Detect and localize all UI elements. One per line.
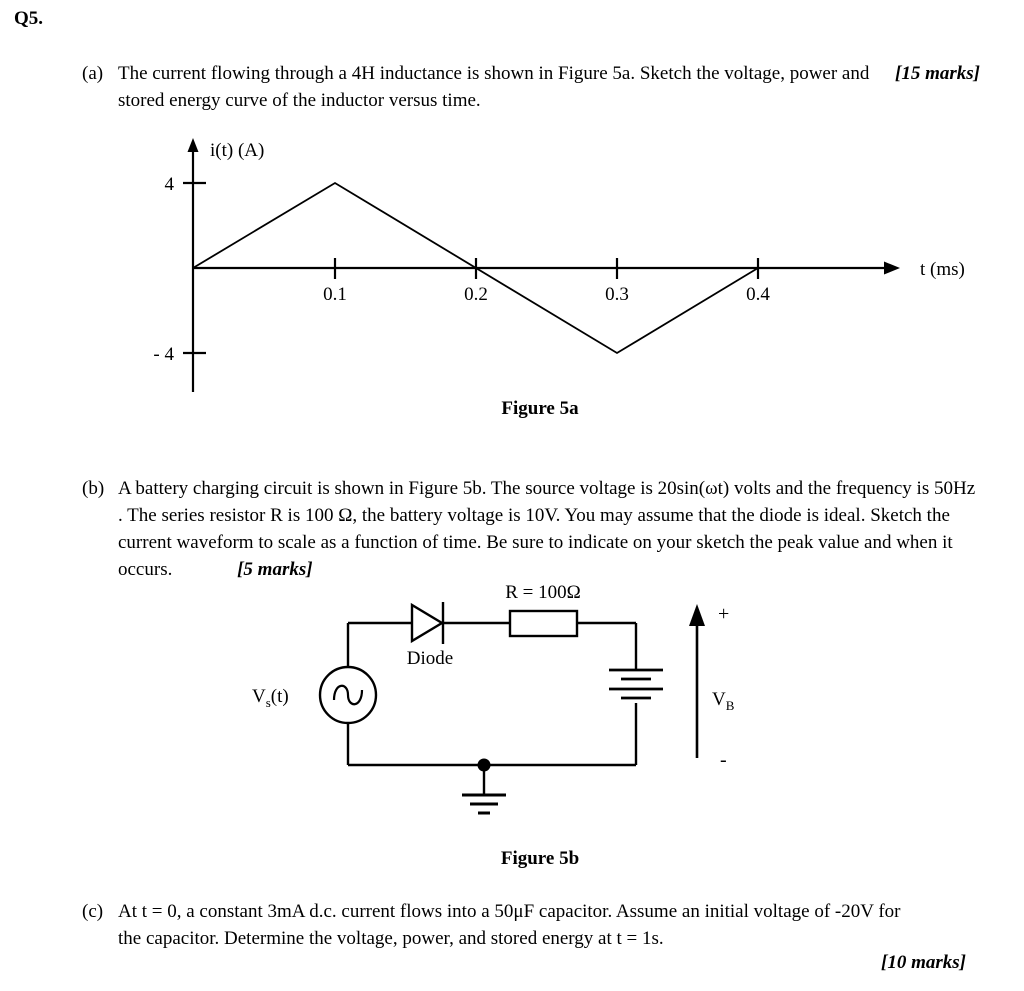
question-part-a: [82, 60, 980, 114]
part-a-body: [118, 60, 980, 114]
part-c-marker: (c): [82, 901, 104, 922]
part-a-marker: (a): [82, 63, 104, 84]
battery-voltage-label: $V_B$: [712, 689, 735, 713]
figure-5b-caption: Figure 5b: [500, 848, 580, 869]
source-label: $V_s(t)$: [252, 686, 289, 710]
figure-5b-circuit: [240, 580, 760, 835]
part-a-text: The current flowing through a 4H inductance is shown in Figure 5a. Sketch the voltage, power and stored energy curve of the inductor versus time.: [118, 63, 870, 111]
figure-5a-plot: [130, 132, 1010, 402]
polarity-plus-label: +: [718, 603, 730, 625]
figure-5a: [130, 132, 1010, 402]
x-axis: [193, 262, 900, 275]
x-tick-label-0-2: 0.2: [464, 284, 488, 305]
x-tick-label-0-4: 0.4: [746, 284, 770, 305]
ground-symbol: [462, 759, 506, 814]
diode-label: Diode: [406, 648, 454, 669]
question-part-c: [82, 898, 980, 952]
diode-symbol: [412, 602, 443, 644]
battery-symbol: [609, 670, 663, 698]
part-b-marks: [5 marks]: [237, 559, 313, 580]
part-a-marks: [15 marks]: [895, 63, 980, 84]
x-tick-label-0-1: 0.1: [323, 284, 347, 305]
y-axis-label: i(t) (A): [210, 140, 265, 161]
resistor-symbol: [510, 611, 577, 636]
resistor-label: R = 100Ω: [505, 582, 581, 603]
ac-voltage-source: [320, 667, 376, 723]
circuit-wires: [348, 623, 636, 765]
y-tick-label-positive-4: 4: [164, 174, 174, 195]
y-tick-label-negative-4: - 4: [153, 344, 174, 365]
battery-voltage-arrow: [689, 604, 705, 758]
part-c-marks: [10 marks]: [881, 952, 966, 973]
part-b-body: [118, 475, 980, 583]
polarity-minus-label: -: [720, 749, 727, 771]
question-number: Q5.: [14, 8, 44, 29]
part-c-body: [118, 898, 908, 952]
part-c-text: At t = 0, a constant 3mA d.c. current flows into a 50μF capacitor. Assume an initial voltage of -20V for the capacitor. Determine the voltage, power, and stored energy at t = 1s.: [118, 901, 901, 949]
figure-5b: [240, 580, 760, 835]
part-b-text: A battery charging circuit is shown in Figure 5b. The source voltage is 20sin(ωt) volts and the frequency is 50Hz . The series resistor R is 100 Ω, the battery voltage is 10V. You may assume that the diode is ideal. Sketch the current waveform to scale as a function of time. Be sure to indicate on your sketch the peak value and when it occurs.: [118, 478, 976, 580]
figure-5a-caption: Figure 5a: [501, 398, 579, 419]
part-b-marker: (b): [82, 478, 105, 499]
question-part-b: [82, 475, 980, 583]
x-axis-label: t (ms): [920, 259, 965, 280]
x-tick-label-0-3: 0.3: [605, 284, 629, 305]
